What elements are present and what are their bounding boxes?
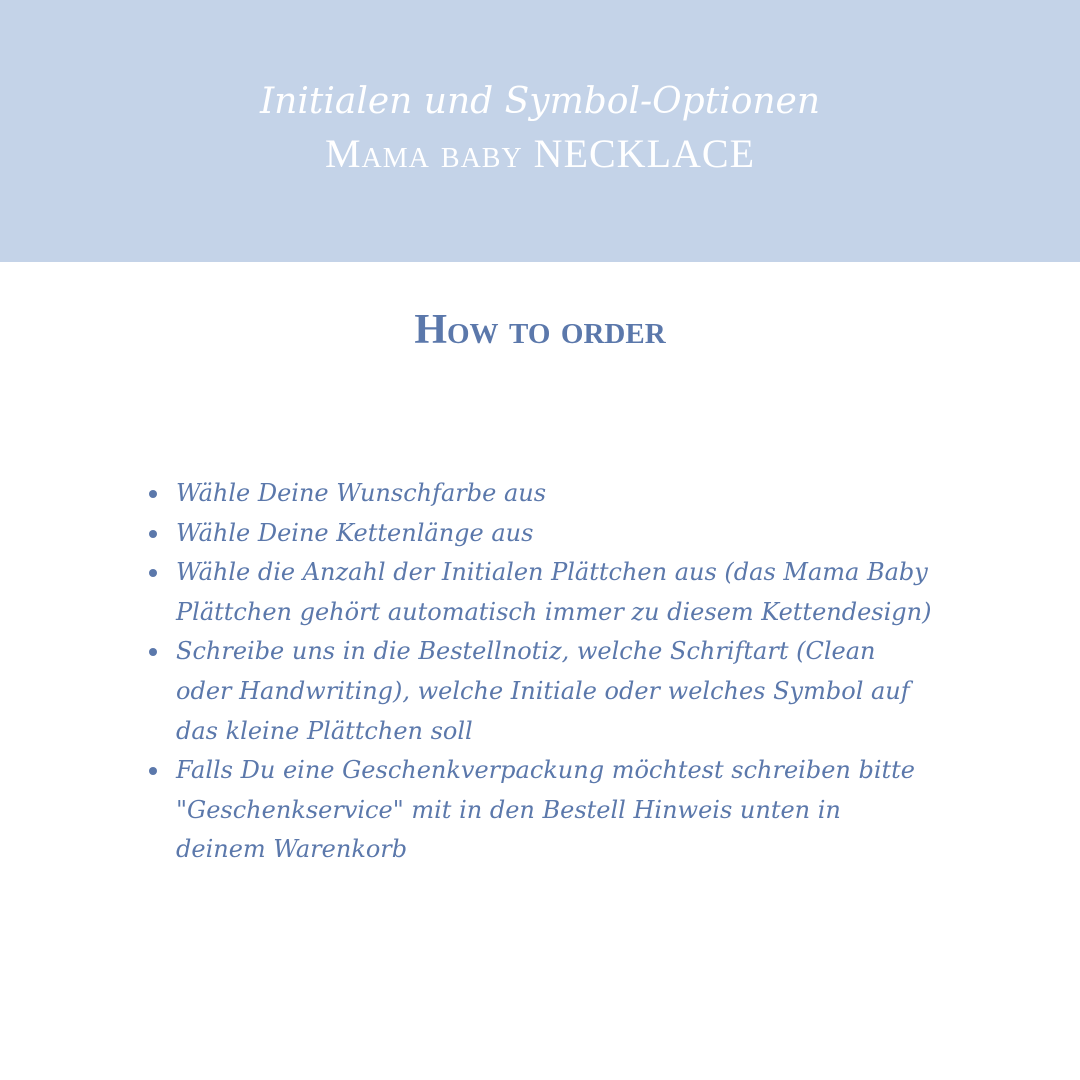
- list-item: [176, 514, 936, 554]
- order-steps-list: [176, 474, 936, 870]
- list-item: [176, 632, 936, 751]
- bullet-icon: [149, 490, 157, 498]
- list-item: [176, 553, 936, 632]
- list-item-text: Wähle Deine Wunschfarbe aus: [176, 479, 547, 507]
- list-item-text: Falls Du eine Geschenkverpackung möchtest schreiben bitte "Geschenkservice" mit in den Bestell Hinweis unten in deinem Warenkorb: [176, 756, 916, 864]
- list-item: [176, 474, 936, 514]
- bullet-icon: [149, 767, 157, 775]
- bullet-icon: [149, 648, 157, 656]
- section-heading: How to order: [414, 307, 666, 353]
- banner-title: Mama baby NECKLACE: [324, 131, 756, 176]
- header-banner: [0, 0, 1080, 262]
- banner-subtitle: Initialen und Symbol-Optionen: [259, 81, 821, 122]
- bullet-icon: [149, 530, 157, 538]
- list-item-text: Schreibe uns in die Bestellnotiz, welche Schriftart (Clean oder Handwriting), welche Initiale oder welches Symbol auf das kleine Plättchen soll: [176, 637, 910, 745]
- bullet-icon: [149, 569, 157, 577]
- list-item-text: Wähle die Anzahl der Initialen Plättchen aus (das Mama Baby Plättchen gehört automatisch immer zu diesem Kettendesign): [176, 558, 932, 626]
- list-item: [176, 751, 936, 870]
- list-item-text: Wähle Deine Kettenlänge aus: [176, 518, 534, 547]
